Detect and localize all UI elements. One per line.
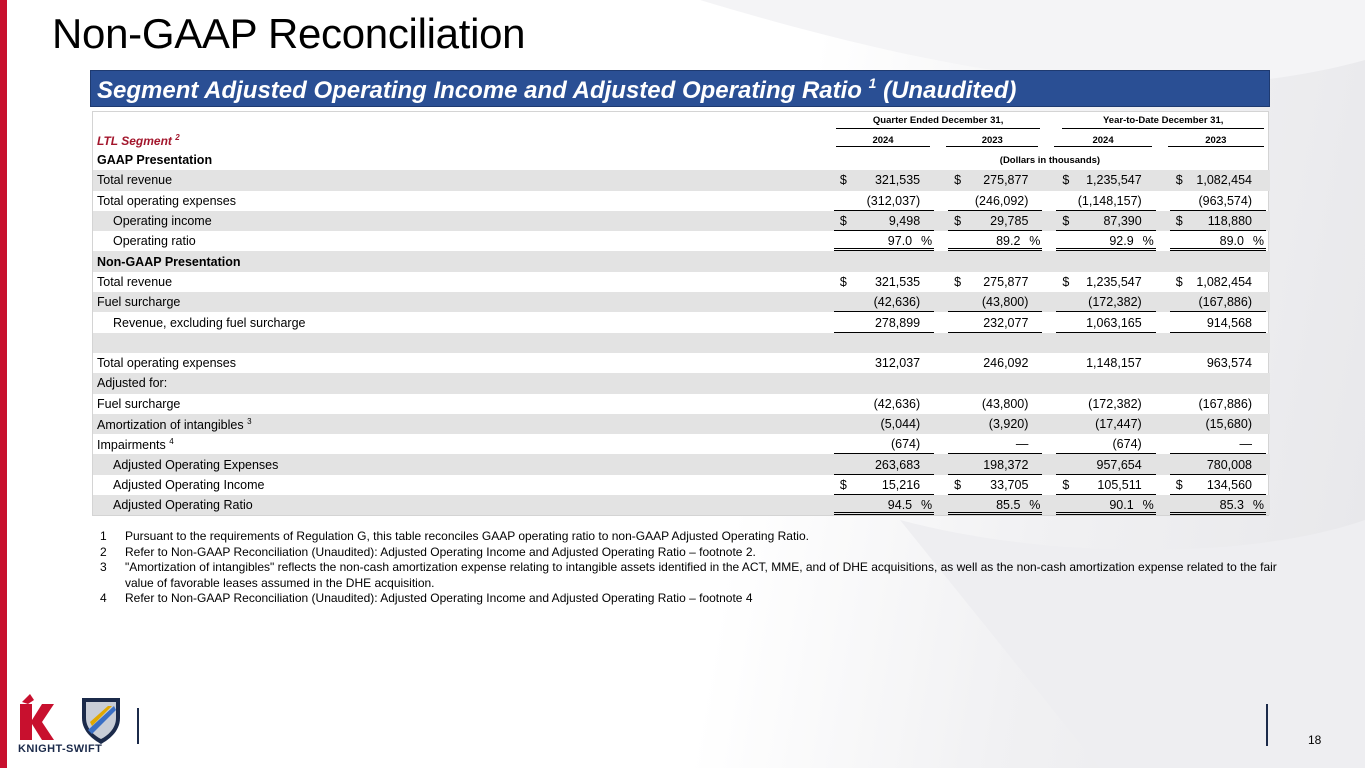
value-cell xyxy=(938,191,1046,211)
cell-value: 957,654 xyxy=(1096,457,1142,472)
cell-value: 263,683 xyxy=(874,457,921,472)
value-cell xyxy=(830,211,938,231)
row-label: Total revenue xyxy=(93,170,830,190)
currency-symbol: $ xyxy=(839,173,847,188)
cell-value: (43,800) xyxy=(981,396,1029,411)
cell-value: (674) xyxy=(1112,437,1142,452)
currency-symbol: $ xyxy=(839,274,847,289)
currency-symbol: $ xyxy=(839,214,847,229)
value-cell xyxy=(830,495,938,515)
value-cell xyxy=(938,292,1046,312)
table-row xyxy=(93,434,1270,454)
footer-divider-left xyxy=(137,708,139,744)
cell-value: (1,148,157) xyxy=(1077,193,1142,208)
value-cell xyxy=(1046,191,1159,211)
value-cell xyxy=(938,373,1046,393)
currency-symbol: $ xyxy=(1175,214,1183,229)
value-cell xyxy=(830,434,938,454)
value-cell xyxy=(1160,231,1270,251)
row-label: Adjusted Operating Income xyxy=(113,477,265,492)
value-cell xyxy=(1046,454,1159,474)
cell-value: 246,092 xyxy=(983,356,1029,371)
currency-symbol: $ xyxy=(954,214,962,229)
value-cell xyxy=(1160,414,1270,434)
year-header-y2023: 2023 xyxy=(1168,135,1264,147)
value-cell xyxy=(1046,394,1159,414)
table-row xyxy=(93,414,1270,434)
row-label: Operating ratio xyxy=(113,234,196,249)
percent-symbol: % xyxy=(921,498,933,513)
value-cell xyxy=(1160,475,1270,495)
value-cell xyxy=(830,312,938,332)
units-label: (Dollars in thousands) xyxy=(999,154,1101,166)
currency-symbol: $ xyxy=(839,477,847,492)
row-label: Total revenue xyxy=(97,274,173,289)
value-cell xyxy=(938,434,1046,454)
spacer-row xyxy=(93,333,1270,353)
value-cell xyxy=(1046,475,1159,495)
currency-symbol: $ xyxy=(1175,173,1183,188)
cell-value: 105,511 xyxy=(1097,477,1142,492)
cell-value: 89.2 xyxy=(996,234,1021,249)
cell-value: 1,063,165 xyxy=(1086,315,1142,330)
cell-value: 780,008 xyxy=(1206,457,1252,472)
value-cell xyxy=(830,394,938,414)
value-cell xyxy=(1160,292,1270,312)
value-cell xyxy=(830,191,938,211)
page-title: Non-GAAP Reconciliation xyxy=(52,10,526,57)
cell-value: 97.0 xyxy=(887,234,913,249)
footnote: 2 Refer to Non-GAAP Reconciliation (Unaudited): Adjusted Operating Income and Adjusted Operating Ratio – footnote 2. xyxy=(100,544,756,559)
quarter-group-header: Quarter Ended December 31, xyxy=(830,112,1047,131)
percent-symbol: % xyxy=(921,234,933,249)
currency-symbol: $ xyxy=(1175,274,1183,289)
value-cell xyxy=(938,394,1046,414)
row-label: Total operating expenses xyxy=(97,356,236,371)
value-cell xyxy=(938,353,1046,373)
cell-value: (167,886) xyxy=(1198,396,1252,411)
table-row xyxy=(93,272,1270,292)
value-cell xyxy=(830,272,938,292)
banner-footnote-ref: 1 xyxy=(868,75,877,91)
cell-value: 963,574 xyxy=(1206,356,1252,371)
value-cell xyxy=(1160,191,1270,211)
cell-value: 89.0 xyxy=(1219,234,1244,249)
banner-suffix: (Unaudited) xyxy=(883,77,1017,104)
gaap-heading: GAAP Presentation xyxy=(97,153,213,168)
cell-value: 312,037 xyxy=(874,356,921,371)
cell-value: 118,880 xyxy=(1207,214,1252,229)
reconciliation-table xyxy=(92,111,1269,516)
cell-value: (312,037) xyxy=(866,193,921,208)
value-cell xyxy=(830,454,938,474)
cell-value: (172,382) xyxy=(1088,295,1142,310)
cell-value: 9,498 xyxy=(888,214,921,229)
cell-value: 232,077 xyxy=(983,315,1029,330)
value-cell xyxy=(938,170,1046,190)
value-cell xyxy=(938,475,1046,495)
value-cell xyxy=(1160,170,1270,190)
currency-symbol: $ xyxy=(954,274,962,289)
value-cell xyxy=(830,170,938,190)
row-label: Adjusted Operating Expenses xyxy=(93,454,830,474)
value-cell xyxy=(1046,414,1159,434)
banner-title: Segment Adjusted Operating Income and Adjusted Operating Ratio xyxy=(97,77,862,104)
table-row xyxy=(93,454,1270,474)
value-cell xyxy=(938,312,1046,332)
table-row xyxy=(93,170,1270,190)
table-row xyxy=(93,191,1270,211)
row-label: Impairments $^4$ xyxy=(97,436,174,452)
percent-symbol: % xyxy=(1252,498,1264,513)
cell-value: (172,382) xyxy=(1088,396,1142,411)
cell-value: 90.1 xyxy=(1109,498,1134,513)
value-cell xyxy=(1160,434,1270,454)
value-cell xyxy=(1160,211,1270,231)
cell-value: (42,636) xyxy=(873,295,921,310)
footnotes xyxy=(100,529,1280,607)
cell-value: (963,574) xyxy=(1198,193,1252,208)
segment-label: LTL Segment $^2$ xyxy=(97,133,180,148)
nongaap-heading-row xyxy=(93,251,1270,271)
cell-value: 94.5 xyxy=(887,498,913,513)
value-cell xyxy=(1046,495,1159,515)
cell-value: 321,535 xyxy=(874,274,921,289)
cell-value: — xyxy=(1015,437,1029,452)
value-cell xyxy=(1160,454,1270,474)
cell-value: 321,535 xyxy=(874,173,921,188)
value-cell xyxy=(1046,353,1159,373)
cell-value: 85.3 xyxy=(1219,498,1244,513)
percent-symbol: % xyxy=(1252,234,1264,249)
value-cell xyxy=(1046,170,1159,190)
value-cell xyxy=(938,231,1046,251)
value-cell xyxy=(938,495,1046,515)
cell-value: 914,568 xyxy=(1206,315,1252,330)
cell-value: (3,920) xyxy=(988,417,1029,431)
table-row xyxy=(93,231,1270,251)
cell-value: 87,390 xyxy=(1103,214,1142,229)
value-cell xyxy=(830,292,938,312)
row-label: Fuel surcharge xyxy=(97,396,181,411)
nongaap-heading: Non-GAAP Presentation xyxy=(93,251,830,271)
footnote: 3 "Amortization of intangibles" reflects the non-cash amortization expense relating to intangible assets identified in the ACT, MME, and of DHE acquisitions, as well as the non-cash amortization expense related to the fair value of favorable leases assumed in the DHE acquisition. xyxy=(100,560,1277,590)
left-accent-bar xyxy=(0,0,7,768)
percent-symbol: % xyxy=(1142,498,1154,513)
currency-symbol: $ xyxy=(954,173,962,188)
cell-value: 1,082,454 xyxy=(1196,274,1252,289)
value-cell xyxy=(830,475,938,495)
percent-symbol: % xyxy=(1029,234,1041,249)
row-label: Total operating expenses xyxy=(97,193,236,208)
row-label: Adjusted for: xyxy=(93,373,830,393)
table-row xyxy=(93,292,1270,312)
cell-value: 33,705 xyxy=(990,477,1029,492)
table-row xyxy=(93,312,1270,332)
value-cell xyxy=(938,272,1046,292)
cell-value: — xyxy=(1239,437,1252,452)
table-row xyxy=(93,475,1270,495)
value-cell xyxy=(830,353,938,373)
page-number: 18 xyxy=(1308,733,1322,747)
year-header-q2023: 2023 xyxy=(946,135,1038,147)
row-label: Fuel surcharge xyxy=(93,292,830,312)
table-row xyxy=(93,211,1270,231)
row-label: Adjusted Operating Ratio xyxy=(93,495,830,515)
value-cell xyxy=(938,414,1046,434)
row-label: Operating income xyxy=(93,211,830,231)
cell-value: 278,899 xyxy=(874,315,921,330)
value-cell xyxy=(1160,353,1270,373)
year-header-y2024: 2024 xyxy=(1054,135,1151,147)
row-label: Amortization of intangibles $^3$ xyxy=(93,414,830,434)
cell-value: 134,560 xyxy=(1206,477,1252,492)
cell-value: (5,044) xyxy=(880,417,921,431)
cell-value: 85.5 xyxy=(996,498,1021,513)
cell-value: 1,235,547 xyxy=(1086,274,1142,289)
group-header-row xyxy=(93,112,1270,131)
cell-value: 275,877 xyxy=(983,173,1029,188)
table-row xyxy=(93,495,1270,515)
value-cell xyxy=(938,211,1046,231)
value-cell xyxy=(1046,434,1159,454)
cell-value: 15,216 xyxy=(881,477,921,492)
gaap-heading-row xyxy=(93,150,1270,170)
currency-symbol: $ xyxy=(1062,214,1070,229)
table-row xyxy=(93,394,1270,414)
value-cell xyxy=(830,414,938,434)
cell-value: (17,447) xyxy=(1095,417,1142,431)
footnote: 1 Pursuant to the requirements of Regulation G, this table reconciles GAAP operating ratio to non-GAAP Adjusted Operating Ratio. xyxy=(100,529,809,543)
currency-symbol: $ xyxy=(1175,477,1183,492)
value-cell xyxy=(830,231,938,251)
year-header-q2024: 2024 xyxy=(836,135,930,147)
value-cell xyxy=(938,454,1046,474)
table-row xyxy=(93,373,1270,393)
value-cell xyxy=(1160,312,1270,332)
value-cell xyxy=(1160,495,1270,515)
value-cell xyxy=(1046,211,1159,231)
percent-symbol: % xyxy=(1029,498,1041,513)
footnote: 4 Refer to Non-GAAP Reconciliation (Unaudited): Adjusted Operating Income and Adjusted Operating Ratio – footnote 4 xyxy=(100,591,753,605)
value-cell xyxy=(1046,373,1159,393)
cell-value: (15,680) xyxy=(1205,417,1252,431)
value-cell xyxy=(1160,394,1270,414)
value-cell xyxy=(1160,373,1270,393)
cell-value: 198,372 xyxy=(983,457,1029,472)
year-header-row xyxy=(93,131,1270,150)
value-cell xyxy=(1046,292,1159,312)
cell-value: 1,082,454 xyxy=(1196,173,1252,188)
currency-symbol: $ xyxy=(1062,274,1070,289)
cell-value: 1,235,547 xyxy=(1086,173,1142,188)
percent-symbol: % xyxy=(1142,234,1154,249)
cell-value: (167,886) xyxy=(1198,295,1252,310)
row-label: Revenue, excluding fuel surcharge xyxy=(113,315,306,330)
cell-value: 29,785 xyxy=(990,214,1029,229)
cell-value: (246,092) xyxy=(974,193,1029,208)
table-row xyxy=(93,353,1270,373)
currency-symbol: $ xyxy=(1062,477,1070,492)
footer-divider-right xyxy=(1266,704,1268,746)
currency-symbol: $ xyxy=(1062,173,1070,188)
cell-value: (674) xyxy=(890,437,921,452)
ytd-group-header: Year-to-Date December 31, xyxy=(1046,112,1270,131)
cell-value: (43,800) xyxy=(981,295,1029,310)
value-cell xyxy=(830,373,938,393)
cell-value: 275,877 xyxy=(983,274,1029,289)
value-cell xyxy=(1046,312,1159,332)
section-banner xyxy=(90,70,1270,107)
cell-value: (42,636) xyxy=(873,396,921,411)
cell-value: 92.9 xyxy=(1109,234,1134,249)
value-cell xyxy=(1046,272,1159,292)
value-cell xyxy=(1160,272,1270,292)
logo-wordmark: KNIGHT-SWIFT xyxy=(18,743,103,755)
value-cell xyxy=(1046,231,1159,251)
currency-symbol: $ xyxy=(954,477,962,492)
cell-value: 1,148,157 xyxy=(1086,356,1142,371)
